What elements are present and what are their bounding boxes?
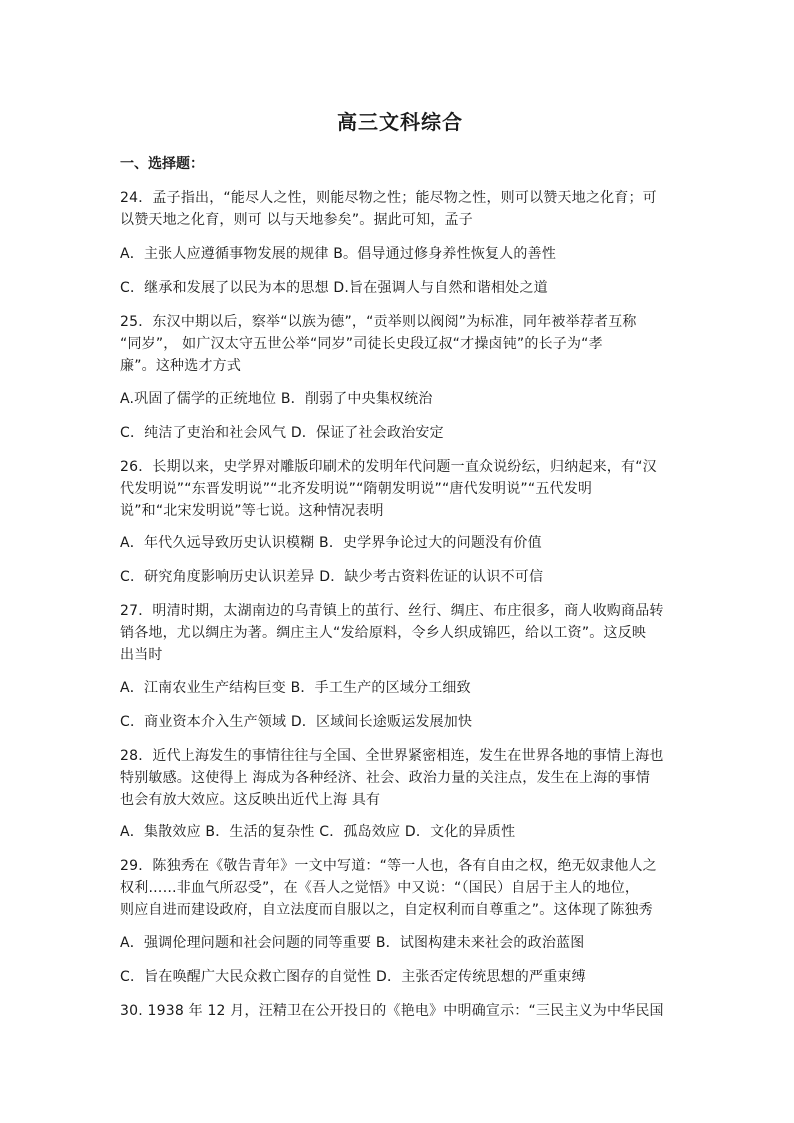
question-stem-line: 出当时 — [120, 647, 163, 663]
question-option-line: C．继承和发展了以民为本的思想 D.旨在强调人与自然和谐相处之道 — [120, 280, 548, 296]
question-option-line: A．主张人应遵循事物发展的规律 B。倡导通过修身养性恢复人的善性 — [120, 246, 557, 262]
question-option-line: C．研究角度影响历史认识差异 D．缺少考古资料佐证的认识不可信 — [120, 569, 544, 585]
question-option-line: A．集散效应 B．生活的复杂性 C．孤岛效应 D．文化的异质性 — [120, 824, 516, 840]
question-stem-line: 25．东汉中期以后，察举“以族为德”，“贡举则以阀阅”为标准，同年被举荐者互称 — [120, 314, 637, 330]
question-option-line: A．江南农业生产结构巨变 B．手工生产的区域分工细致 — [120, 680, 471, 696]
question-option-line: C．纯洁了吏治和社会风气 D．保证了社会政治安定 — [120, 425, 444, 441]
question-option-line: C．旨在唤醒广大民众救亡图存的自觉性 D．主张否定传统思想的严重束缚 — [120, 969, 586, 985]
question-option-line: C．商业资本介入生产领域 D．区域间长途贩运发展加快 — [120, 714, 473, 730]
question-stem-line: 30. 1938 年 12 月，汪精卫在公开投日的《艳电》中明确宣示：“三民主义为中华民国 — [120, 1003, 664, 1019]
question-option-line: A．年代久远导致历史认识模糊 B．史学界争论过大的问题没有价值 — [120, 535, 542, 551]
page-title: 高三文科综合 — [337, 110, 463, 134]
question-stem-line: 28．近代上海发生的事情往往与全国、全世界紧密相连，发生在世界各地的事情上海也 — [120, 748, 664, 764]
question-stem-line: 说”和“北宋发明说”等七说。这种情况表明 — [120, 503, 384, 519]
question-stem-line: 代发明说”“东晋发明说”“北齐发明说”“隋朝发明说”“唐代发明说”“五代发明 — [120, 481, 593, 497]
question-stem-line: 也会有放大效应。这反映出近代上海 具有 — [120, 792, 381, 808]
question-option-line: A.巩固了儒学的正统地位 B．削弱了中央集权统治 — [120, 391, 433, 407]
section-heading: 一、选择题： — [120, 156, 204, 172]
question-stem-line: 廉”。这种选才方式 — [120, 358, 242, 374]
question-stem-line: 则应自进而建设政府，自立法度而自服以之，自定权利而自尊重之”。这体现了陈独秀 — [120, 902, 653, 918]
question-stem-line: 以赞天地之化育，则可 以与天地参矣”。据此可知，孟子 — [120, 212, 473, 228]
question-stem-line: 销各地，尤以绸庄为著。绸庄主人“发给原料，令乡人织成锦匹，给以工资”。这反映 — [120, 625, 647, 641]
question-stem-line: 29．陈独秀在《敬告青年》一文中写道：“等一人也，各有自由之权，绝无奴隶他人之 — [120, 858, 657, 874]
question-stem-line: 24．孟子指出，“能尽人之性，则能尽物之性；能尽物之性，则可以赞天地之化育；可 — [120, 190, 657, 206]
question-option-line: A．强调伦理问题和社会问题的同等重要 B．试图构建未来社会的政治蓝图 — [120, 935, 585, 951]
question-stem-line: “同岁”， 如广汉太守五世公举“同岁”司徒长史段辽叔“才操卤钝”的长子为“孝 — [120, 336, 603, 352]
question-stem-line: 特别敏感。这使得上 海成为各种经济、社会、政治力量的关注点，发生在上海的事情 — [120, 770, 651, 786]
question-stem-line: 权利……非血气所忍受”，在《吾人之觉悟》中又说：“（国民）自居于主人的地位， — [120, 880, 640, 896]
question-stem-line: 26．长期以来，史学界对雕版印刷术的发明年代问题一直众说纷纭，归纳起来，有“汉 — [120, 459, 657, 475]
question-stem-line: 27．明清时期，太湖南边的乌青镇上的茧行、丝行、绸庄、布庄很多，商人收购商品转 — [120, 603, 664, 619]
